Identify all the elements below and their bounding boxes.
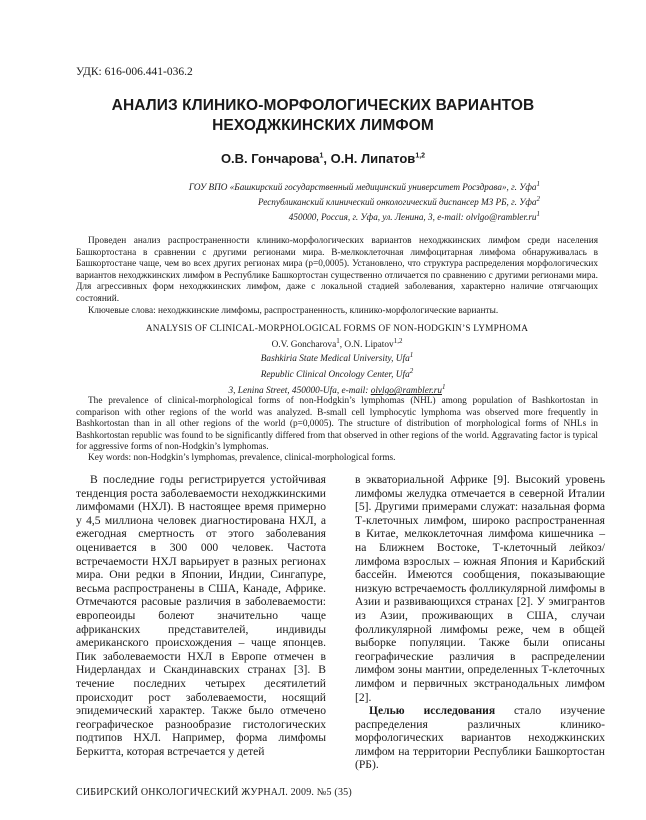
journal-footer: СИБИРСКИЙ ОНКОЛОГИЧЕСКИЙ ЖУРНАЛ. 2009. №5 (35) (76, 787, 352, 798)
english-affiliations (76, 349, 598, 397)
abstract-ru (76, 236, 598, 305)
author-separator: , (323, 151, 331, 166)
english-title: ANALYSIS OF CLINICAL-MORPHOLOGICAL FORMS OF NON-HODGKIN’S LYMPHOMA (145, 324, 529, 334)
keywords-ru: Ключевые слова: неходжкинские лимфомы, распространенность, клинико-морфологические варианты. (88, 306, 499, 316)
body-paragraph: В последние годы регистрируется устойчивая тенденция роста заболеваемости неходжкинскими лимфомами (НХЛ). В настоящее время примерно у 4,5 миллиона человек диагностирована НХЛ, а ежегодная смертность от этого заболевания оценивается в 300 000 человек. Частота встречаемости НХЛ варьирует в разных регионах мира. Они редки в Японии, Индии, Сингапуре, весьма распространены в США, Канаде, Африке. Отмечаются расовые различия в заболеваемости: европеоиды болеют значительно чаще африканских представителей, индивиды американского происхождения – чаще японцев. Пик заболеваемости НХЛ в Европе отмечен в Нидерландах и Скандинавских странах [3]. В течение последних четырех десятилетий происходит рост заболеваемости, носящий эпидемический характер. Также было отмечено географическое разнообразие гистологических подтипов НХЛ. Например, форма лимфомы Беркитта, которая встречается у детей (76, 473, 326, 758)
author-affiliation-mark: 1,2 (415, 152, 426, 160)
abstract-en-text: The prevalence of clinical-morphological forms of non-Hodgkin’s lymphomas (NHL) among population of Bashkortostan in comparison with other regions of the world was analyzed. B-small cell lymphocytic lymphoma was observed more frequently in Bashkortostan than in all other regions of the world (p=0,0005). The structure of distribution of morphological forms of NHLs in Bashkortostan republic was found to be significantly differed from that observed in other regions of the world. Aggravating factor is typical for aggressive forms of non-Hodgkin’s lymphomas. (76, 396, 598, 452)
affiliation-line: 3, Lenina Street, 450000-Ufa, e-mail: $olvlgo@rambler.ru^1$ (228, 383, 446, 397)
body-paragraph-aim: Целью исследования стало изучение распределения различных клинико-морфологических вариантов неходжкинских лимфом на территории Республики Башкортостан (РБ). (355, 704, 605, 772)
abstract-ru-text: Проведен анализ распространенности клинико-морфологических вариантов неходжкинских лимфом среди населения Башкортостана в сравнении с другими регионами мира. В-мелкоклеточная лимфоцитарная лимфома обнаруживалась в Башкортостане чаще, чем во всех других регионах мира (р=0,0005). Установлено, что структура распределения морфологических вариантов неходжкинских лимфом в Республике Башкортостан существенно отличается по сравнению с другими регионами мира. Для агрессивных форм неходжкинских лимфом, даже с локальной стадией заболевания, характерно наличие отягчающих состояний. (76, 236, 598, 304)
author-name: O.V. Goncharova (271, 340, 337, 351)
article-title-line-1: АНАЛИЗ КЛИНИКО-МОРФОЛОГИЧЕСКИХ ВАРИАНТОВ (111, 97, 535, 114)
body-column-right (355, 473, 605, 772)
udk-code: УДК: 616-006.441-036.2 (76, 66, 193, 78)
author-name: О.В. Гончарова (220, 151, 320, 166)
affiliations-ru (120, 178, 540, 223)
authors (60, 151, 586, 166)
keywords-en: Key words: non-Hodgkin’s lymphomas, prevalence, clinical-morphological forms. (88, 453, 396, 463)
author-affiliation-mark: 1 (319, 152, 324, 160)
affiliation-line: 450000, Россия, г. Уфа, ул. Ленина, 3, e-mail: $olvlgo@rambler.ru^1$ (288, 210, 540, 223)
article-title (60, 96, 586, 136)
abstract-en (76, 396, 598, 454)
body-paragraph: в экваториальной Африке [9]. Высокий уровень лимфомы желудка отмечается в северной Италии [5]. Другими примерами служат: назальная форма Т-клеточных лимфом, широко распространенная в Китае, мелкоклеточная лимфома кишечника – на Ближнем Востоке, Т-клеточный лейкоз/лимфома взрослых – южная Япония и Карибский бассейн. Имеются сообщения, показывающие низкую встречаемость фолликулярной лимфомы в Азии и развивающихся странах [2]. У эмигрантов из Азии, проживающих в США, случаи фолликулярной лимфомы реже, чем в общей выборке популяции. Также были описаны географические различия в распределении лимфом зоны мантии, определенных Т-клеточных лимфом и первичных экстранодальных лимфом [2]. (355, 473, 605, 704)
affiliation-line: Республиканский клинический онкологический диспансер МЗ РБ, г. Уфа$^2$ (257, 195, 540, 208)
article-title-line-2: НЕХОДЖКИНСКИХ ЛИМФОМ (212, 117, 434, 134)
author-name: O.N. Lipatov (344, 340, 394, 351)
aim-label: Целью исследования (369, 704, 496, 718)
affiliation-line: ГОУ ВПО «Башкирский государственный медицинский университет Росздрава», г. Уфа$^1$ (188, 180, 540, 193)
author-name: О.Н. Липатов (330, 151, 416, 166)
affiliation-line: Bashkiria State Medical University, Ufa$^1$ (260, 351, 414, 365)
english-authors: O.V. Goncharova$^1$, O.N. Lipatov$^{1,2}$ (271, 337, 403, 351)
email-link[interactable]: olvlgo@rambler.ru (370, 386, 442, 397)
body-column-left (76, 473, 326, 758)
affiliation-line: Republic Clinical Oncology Center, Ufa$^2$ (260, 367, 414, 381)
